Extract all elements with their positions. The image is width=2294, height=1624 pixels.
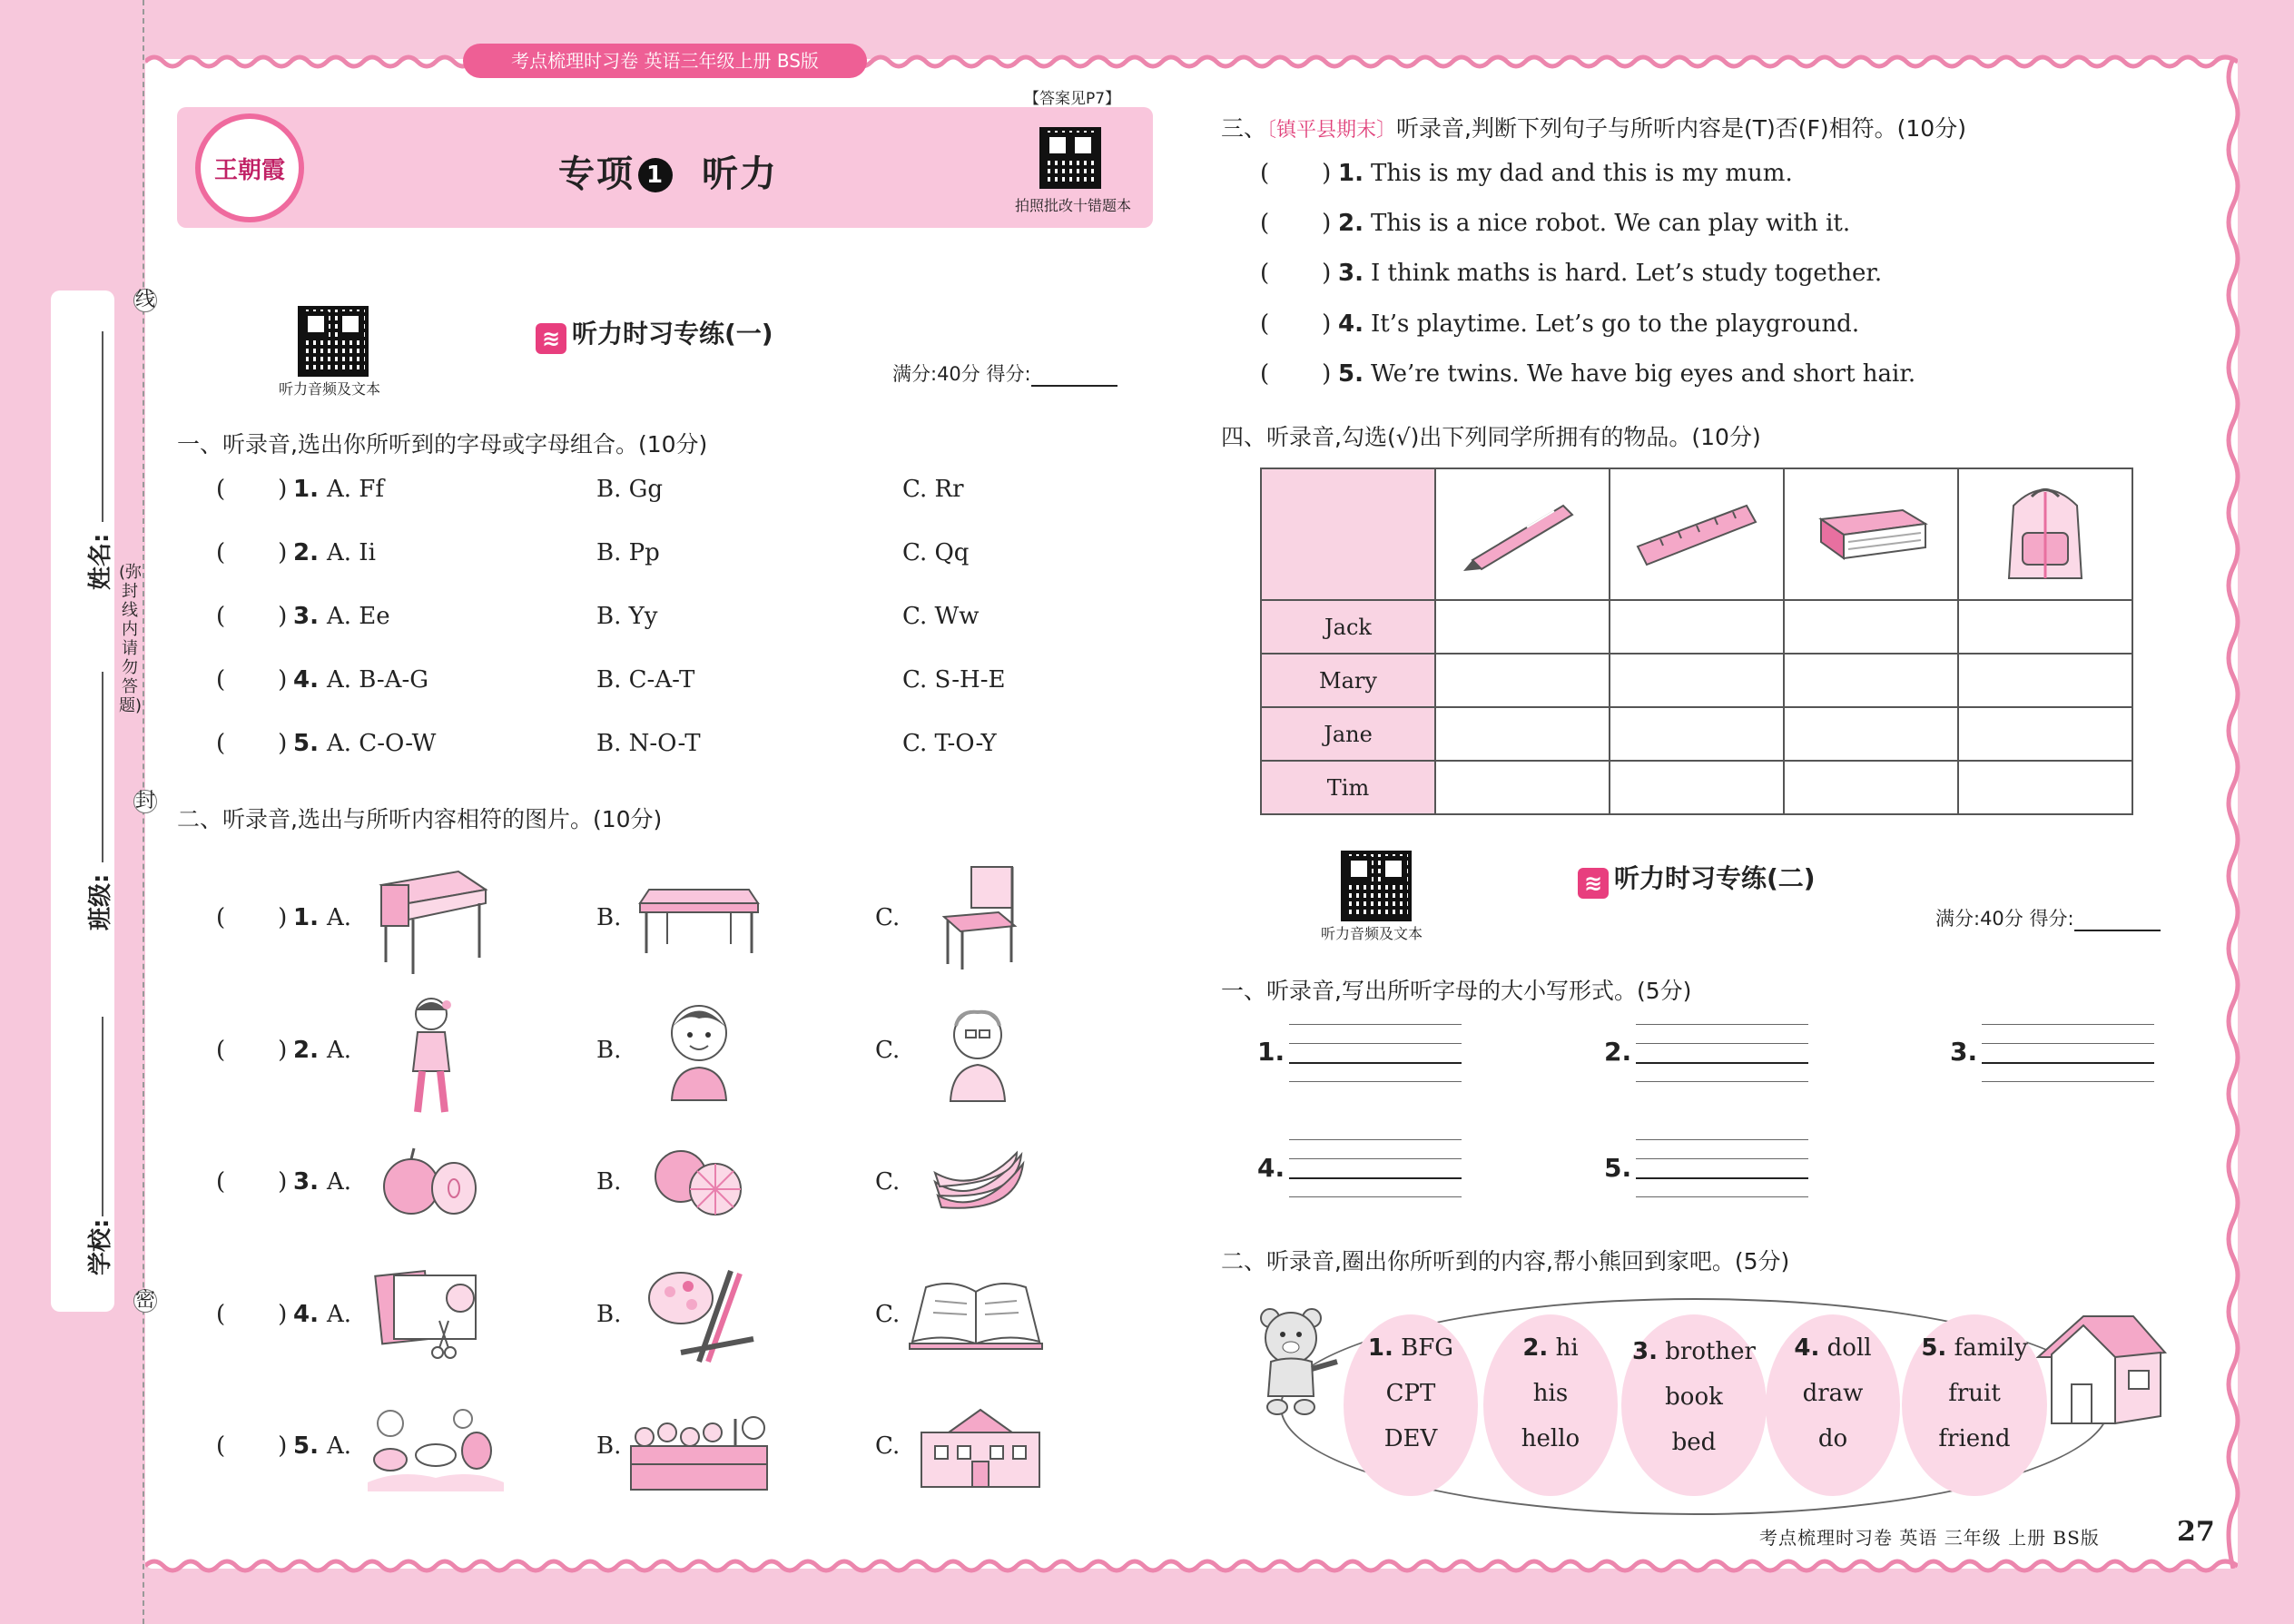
paper-scissors-image	[374, 1266, 487, 1362]
answer-paren[interactable]: ( )	[216, 1168, 288, 1196]
student-name: Mary	[1261, 654, 1435, 707]
bubble-number: 3.	[1632, 1338, 1658, 1365]
girl-image	[399, 994, 463, 1121]
school-label: 学校:	[87, 1218, 114, 1275]
question-number: 5.	[293, 730, 319, 757]
answer-bubble-2[interactable]	[1483, 1314, 1618, 1496]
bubble-word[interactable]: fruit	[1948, 1380, 2001, 1407]
bubble-word[interactable]: hi	[1555, 1334, 1579, 1362]
practice-1-score-label: 满分:40分 得分:	[892, 363, 1031, 385]
bubble-number: 5.	[1921, 1334, 1947, 1362]
option-a: A. B-A-G	[327, 666, 429, 694]
writing-lines[interactable]	[1289, 1024, 1462, 1082]
option-a-label: A.	[327, 1432, 352, 1460]
check-cell[interactable]	[1610, 761, 1784, 814]
listening-icon: ≋	[1578, 868, 1609, 899]
answer-paren[interactable]: ( )	[216, 666, 288, 694]
check-cell[interactable]	[1958, 600, 2132, 654]
binding-mark-line: 线	[134, 289, 155, 311]
bubble-number: 4.	[1794, 1334, 1820, 1362]
score-blank-2[interactable]	[2074, 911, 2161, 931]
bubble-word[interactable]: BFG	[1401, 1334, 1454, 1362]
page-title	[558, 145, 778, 197]
correction-qr-caption: 拍照批改十错题本	[1015, 197, 1132, 214]
write-number: 1.	[1257, 1037, 1285, 1067]
question-number: 3.	[293, 603, 319, 630]
student-name: Jack	[1261, 600, 1435, 654]
banana-image	[930, 1146, 1030, 1218]
option-c: C. S-H-E	[902, 666, 1006, 694]
question-number: 3.	[1338, 260, 1364, 287]
chair-image	[935, 862, 1021, 971]
binding-mark-dense: 密	[134, 1289, 155, 1312]
check-cell[interactable]	[1784, 654, 1958, 707]
check-cell[interactable]	[1435, 600, 1610, 654]
book-icon	[1785, 469, 1957, 594]
answer-paren[interactable]: ( )	[216, 904, 288, 931]
option-b-label: B.	[596, 1432, 622, 1460]
question-number: 2.	[1338, 210, 1364, 237]
bubble-word[interactable]: draw	[1802, 1380, 1864, 1407]
answer-bubble-3[interactable]	[1621, 1314, 1767, 1496]
writing-lines[interactable]	[1289, 1139, 1462, 1197]
check-cell[interactable]	[1784, 707, 1958, 761]
garden-image	[626, 1410, 772, 1491]
p1-part1-title: 一、听录音,选出你所听到的字母或字母组合。(10分)	[177, 431, 708, 458]
check-cell[interactable]	[1435, 654, 1610, 707]
question-number: 1.	[293, 904, 319, 931]
check-cell[interactable]	[1435, 707, 1610, 761]
bubble-word[interactable]: brother	[1665, 1338, 1756, 1365]
top-wave-border	[145, 50, 2238, 74]
sentence: We’re twins. We have big eyes and short hair.	[1371, 360, 1916, 388]
writing-lines[interactable]	[1636, 1139, 1808, 1197]
p2-part2-title: 二、听录音,圈出你所听到的内容,帮小熊回到家吧。(5分)	[1221, 1248, 1790, 1275]
schoolbag-icon	[1959, 469, 2132, 594]
ruler-icon	[1610, 469, 1783, 594]
bubble-word[interactable]: family	[1954, 1334, 2028, 1362]
option-c-label: C.	[875, 1168, 901, 1196]
logo	[195, 113, 304, 222]
option-b: B. C-A-T	[596, 666, 695, 694]
table-row	[1261, 600, 2132, 654]
table-row	[1261, 654, 2132, 707]
answer-paren[interactable]: ( )	[1260, 360, 1332, 388]
question-number: 5.	[1338, 360, 1364, 388]
pen-cell	[1435, 468, 1610, 600]
part3-prefix: 三、	[1221, 115, 1267, 142]
title-main: 听力	[702, 153, 778, 195]
practice-1-score	[892, 359, 1117, 387]
audio-qr-code-1[interactable]	[298, 306, 369, 377]
audio-qr-code-2[interactable]	[1341, 851, 1412, 921]
bubble-number: 1.	[1367, 1334, 1393, 1362]
option-a-label: A.	[327, 1168, 352, 1196]
school-line	[102, 1017, 103, 1216]
answer-paren[interactable]: ( )	[1260, 210, 1332, 237]
binding-panel	[51, 290, 114, 1312]
grandpa-image	[941, 1003, 1014, 1103]
answer-paren[interactable]: ( )	[1260, 260, 1332, 287]
footer-text: 考点梳理时习卷 英语 三年级 上册 BS版	[1759, 1527, 2100, 1549]
schoolbag-cell	[1958, 468, 2132, 600]
check-cell[interactable]	[1958, 761, 2132, 814]
items-table	[1260, 468, 2133, 815]
answer-paren[interactable]: ( )	[216, 476, 288, 503]
practice-1-title-text: 听力时习专练(一)	[572, 319, 773, 349]
writing-lines[interactable]	[1636, 1024, 1808, 1082]
bubble-word[interactable]: DEV	[1383, 1425, 1438, 1452]
check-cell[interactable]	[1435, 761, 1610, 814]
practice-1-title	[536, 314, 773, 354]
answer-paren[interactable]: ( )	[216, 1037, 288, 1064]
option-b-label: B.	[596, 904, 622, 931]
write-number: 3.	[1950, 1037, 1978, 1067]
option-a: A. Ee	[327, 603, 390, 630]
option-c-label: C.	[875, 1301, 901, 1328]
sentence: This is my dad and this is my mum.	[1371, 160, 1793, 187]
title-prefix: 专项	[558, 153, 635, 195]
book-tab: 考点梳理时习卷 英语三年级上册 BS版	[463, 44, 867, 78]
practice-2-score	[1935, 904, 2161, 931]
farm-image	[363, 1405, 508, 1491]
option-c-label: C.	[875, 1432, 901, 1460]
student-name: Tim	[1261, 761, 1435, 814]
writing-lines[interactable]	[1982, 1024, 2154, 1082]
bubble-word[interactable]: book	[1665, 1383, 1723, 1411]
page-number: 27	[2177, 1516, 2215, 1548]
write-number: 5.	[1604, 1153, 1632, 1183]
table-row	[1261, 761, 2132, 814]
option-c: C. T-O-Y	[902, 730, 997, 757]
practice-2-score-label: 满分:40分 得分:	[1935, 908, 2074, 930]
logo-text: 王朝霞	[213, 157, 285, 184]
desk-image	[372, 867, 490, 976]
answer-bubble-5[interactable]	[1902, 1314, 2047, 1496]
bubble-number: 2.	[1522, 1334, 1549, 1362]
audio-qr-caption-2: 听力音频及文本	[1321, 925, 1423, 942]
boy-image	[663, 999, 735, 1103]
p2-part1-title: 一、听录音,写出所听字母的大小写形式。(5分)	[1221, 978, 1692, 1004]
answer-bubble-1[interactable]	[1344, 1314, 1478, 1496]
answer-paren[interactable]: ( )	[216, 539, 288, 566]
option-a: A. Ff	[327, 476, 384, 503]
option-c-label: C.	[875, 904, 901, 931]
house-image	[2033, 1307, 2170, 1430]
option-b-label: B.	[596, 1168, 622, 1196]
bottom-wave-border	[145, 1554, 2238, 1578]
bubble-word[interactable]: doll	[1826, 1334, 1872, 1362]
paint-brush-image	[645, 1266, 758, 1366]
option-a-label: A.	[327, 1301, 352, 1328]
question-number: 4.	[293, 1301, 319, 1328]
audio-qr-caption-1: 听力音频及文本	[279, 380, 381, 398]
table-image	[635, 885, 763, 958]
answer-bubble-4[interactable]	[1766, 1314, 1900, 1496]
answer-ref: 【答案见P7】	[1024, 90, 1121, 108]
name-line	[102, 331, 103, 522]
check-cell[interactable]	[1784, 600, 1958, 654]
bubble-word[interactable]: CPT	[1385, 1380, 1436, 1407]
question-number: 2.	[293, 1037, 319, 1064]
answer-paren[interactable]: ( )	[216, 1301, 288, 1328]
option-c: C. Rr	[902, 476, 964, 503]
ruler-cell	[1610, 468, 1784, 600]
right-wave-border	[2221, 59, 2245, 1569]
class-line	[102, 672, 103, 862]
question-number: 1.	[293, 476, 319, 503]
question-number: 4.	[293, 666, 319, 694]
part3-title-text: 听录音,判断下列句子与所听内容是(T)否(F)相符。(10分)	[1396, 115, 1966, 142]
sentence: This is a nice robot. We can play with it.	[1371, 210, 1851, 237]
question-number: 5.	[293, 1432, 319, 1460]
bubble-word[interactable]: friend	[1938, 1425, 2011, 1452]
part4-title: 四、听录音,勾选(√)出下列同学所拥有的物品。(10分)	[1221, 424, 1761, 450]
check-cell[interactable]	[1958, 707, 2132, 761]
name-label: 姓名:	[87, 533, 114, 590]
option-b: B. Pp	[596, 539, 660, 566]
option-a-label: A.	[327, 1037, 352, 1064]
bubble-word[interactable]: his	[1532, 1380, 1569, 1407]
option-c-label: C.	[875, 1037, 901, 1064]
practice-2-title-text: 听力时习专练(二)	[1614, 863, 1816, 893]
binding-notice: (弥封线内请勿答题)	[119, 563, 143, 715]
option-a: A. Ii	[327, 539, 376, 566]
bubble-word[interactable]: do	[1817, 1425, 1848, 1452]
option-b-label: B.	[596, 1301, 622, 1328]
check-cell[interactable]	[1610, 654, 1784, 707]
option-c: C. Qq	[902, 539, 970, 566]
question-number: 2.	[293, 539, 319, 566]
option-b: B. N-O-T	[596, 730, 701, 757]
question-number: 1.	[1338, 160, 1364, 187]
p1-part2-title: 二、听录音,选出与所听内容相符的图片。(10分)	[177, 806, 663, 832]
title-number: 1	[638, 158, 673, 192]
bear-image	[1257, 1305, 1339, 1419]
binding-mark-seal: 封	[134, 790, 155, 812]
answer-paren[interactable]: ( )	[216, 603, 288, 630]
table-corner-cell	[1261, 468, 1435, 600]
class-label: 班级:	[87, 873, 114, 930]
check-cell[interactable]	[1784, 761, 1958, 814]
option-c: C. Ww	[902, 603, 980, 630]
question-number: 3.	[293, 1168, 319, 1196]
table-row	[1261, 707, 2132, 761]
region-tag: 〔镇平县期末〕	[1266, 119, 1397, 142]
part3-title	[1221, 111, 1966, 143]
school-building-image	[912, 1405, 1049, 1491]
correction-qr-code[interactable]	[1039, 127, 1101, 189]
write-number: 2.	[1604, 1037, 1632, 1067]
book-open-image	[908, 1278, 1044, 1351]
check-cell[interactable]	[1958, 654, 2132, 707]
write-number: 4.	[1257, 1153, 1285, 1183]
sentence: I think maths is hard. Let’s study together.	[1371, 260, 1883, 287]
option-b: B. Gg	[596, 476, 664, 503]
apple-image	[379, 1146, 479, 1218]
bubble-word[interactable]: bed	[1671, 1429, 1717, 1456]
option-a: A. C-O-W	[327, 730, 437, 757]
listening-icon: ≋	[536, 323, 566, 354]
question-number: 4.	[1338, 310, 1364, 338]
practice-2-title	[1578, 859, 1816, 899]
sentence: It’s playtime. Let’s go to the playground.	[1371, 310, 1860, 338]
answer-paren[interactable]: ( )	[216, 730, 288, 757]
option-b: B. Yy	[596, 603, 658, 630]
answer-paren[interactable]: ( )	[216, 1432, 288, 1460]
option-a-label: A.	[327, 904, 352, 931]
answer-paren[interactable]: ( )	[1260, 160, 1332, 187]
score-blank-1[interactable]	[1031, 367, 1117, 387]
pen-icon	[1436, 469, 1609, 594]
orange-image	[652, 1146, 747, 1218]
bubble-word[interactable]: hello	[1521, 1425, 1580, 1452]
answer-paren[interactable]: ( )	[1260, 310, 1332, 338]
book-cell	[1784, 468, 1958, 600]
check-cell[interactable]	[1610, 600, 1784, 654]
student-name: Jane	[1261, 707, 1435, 761]
option-b-label: B.	[596, 1037, 622, 1064]
check-cell[interactable]	[1610, 707, 1784, 761]
